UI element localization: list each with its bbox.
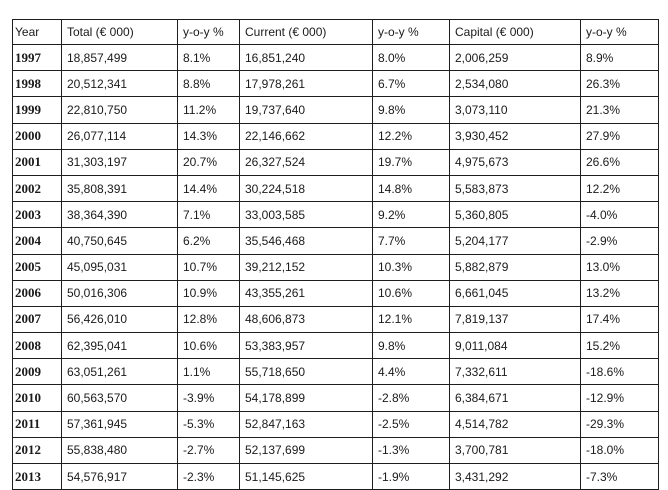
year-cell: 2012 bbox=[13, 437, 62, 463]
total-cell: 45,095,031 bbox=[62, 254, 178, 280]
capital-yoy-cell: 13.2% bbox=[581, 280, 659, 306]
capital-cell: 9,011,084 bbox=[450, 333, 581, 359]
current-yoy-cell: -2.5% bbox=[373, 411, 450, 437]
total-yoy-cell: 7.1% bbox=[178, 202, 240, 228]
capital-yoy-cell: -18.0% bbox=[581, 437, 659, 463]
table-row bbox=[13, 175, 659, 201]
total-cell: 38,364,390 bbox=[62, 202, 178, 228]
current-yoy-cell: 9.8% bbox=[373, 333, 450, 359]
capital-yoy-cell: -2.9% bbox=[581, 228, 659, 254]
total-yoy-cell: 10.7% bbox=[178, 254, 240, 280]
capital-cell: 5,583,873 bbox=[450, 175, 581, 201]
year-cell: 1998 bbox=[13, 71, 62, 97]
capital-cell: 2,534,080 bbox=[450, 71, 581, 97]
total-yoy-cell: 1.1% bbox=[178, 359, 240, 385]
current-cell: 51,145,625 bbox=[240, 464, 373, 490]
table-row bbox=[13, 97, 659, 123]
table-row bbox=[13, 411, 659, 437]
capital-yoy-cell: 21.3% bbox=[581, 97, 659, 123]
table-header bbox=[13, 20, 659, 45]
total-yoy-cell: 11.2% bbox=[178, 97, 240, 123]
current-yoy-cell: 8.0% bbox=[373, 45, 450, 71]
current-cell: 53,383,957 bbox=[240, 333, 373, 359]
capital-cell: 5,204,177 bbox=[450, 228, 581, 254]
capital-yoy-cell: -29.3% bbox=[581, 411, 659, 437]
table-row bbox=[13, 280, 659, 306]
current-cell: 54,178,899 bbox=[240, 385, 373, 411]
current-yoy-cell: 4.4% bbox=[373, 359, 450, 385]
current-cell: 30,224,518 bbox=[240, 175, 373, 201]
total-yoy-cell: 8.1% bbox=[178, 45, 240, 71]
current-yoy-cell: 12.2% bbox=[373, 123, 450, 149]
capital-cell: 4,975,673 bbox=[450, 149, 581, 175]
header-capital: Capital (€ 000) bbox=[450, 20, 581, 45]
total-cell: 20,512,341 bbox=[62, 71, 178, 97]
year-cell: 2006 bbox=[13, 280, 62, 306]
header-year: Year bbox=[13, 20, 62, 45]
header-total-yoy: y-o-y % bbox=[178, 20, 240, 45]
table-row bbox=[13, 437, 659, 463]
current-yoy-cell: 7.7% bbox=[373, 228, 450, 254]
capital-cell: 4,514,782 bbox=[450, 411, 581, 437]
total-cell: 54,576,917 bbox=[62, 464, 178, 490]
year-cell: 1997 bbox=[13, 45, 62, 71]
year-cell: 2008 bbox=[13, 333, 62, 359]
total-yoy-cell: 12.8% bbox=[178, 306, 240, 332]
current-yoy-cell: 10.6% bbox=[373, 280, 450, 306]
table-row bbox=[13, 254, 659, 280]
current-yoy-cell: 10.3% bbox=[373, 254, 450, 280]
year-cell: 2011 bbox=[13, 411, 62, 437]
table-row bbox=[13, 202, 659, 228]
capital-yoy-cell: -7.3% bbox=[581, 464, 659, 490]
total-cell: 57,361,945 bbox=[62, 411, 178, 437]
capital-yoy-cell: -18.6% bbox=[581, 359, 659, 385]
current-cell: 55,718,650 bbox=[240, 359, 373, 385]
header-total: Total (€ 000) bbox=[62, 20, 178, 45]
total-yoy-cell: -2.3% bbox=[178, 464, 240, 490]
current-yoy-cell: 9.2% bbox=[373, 202, 450, 228]
capital-cell: 5,882,879 bbox=[450, 254, 581, 280]
total-yoy-cell: -3.9% bbox=[178, 385, 240, 411]
capital-cell: 5,360,805 bbox=[450, 202, 581, 228]
year-cell: 2009 bbox=[13, 359, 62, 385]
year-cell: 2000 bbox=[13, 123, 62, 149]
total-cell: 40,750,645 bbox=[62, 228, 178, 254]
current-cell: 48,606,873 bbox=[240, 306, 373, 332]
capital-cell: 3,930,452 bbox=[450, 123, 581, 149]
capital-cell: 6,384,671 bbox=[450, 385, 581, 411]
current-cell: 17,978,261 bbox=[240, 71, 373, 97]
total-yoy-cell: 10.9% bbox=[178, 280, 240, 306]
table-row bbox=[13, 385, 659, 411]
header-row bbox=[13, 20, 659, 45]
table-row bbox=[13, 149, 659, 175]
capital-yoy-cell: 12.2% bbox=[581, 175, 659, 201]
year-cell: 2013 bbox=[13, 464, 62, 490]
year-cell: 2004 bbox=[13, 228, 62, 254]
current-cell: 16,851,240 bbox=[240, 45, 373, 71]
table-row bbox=[13, 45, 659, 71]
total-yoy-cell: 6.2% bbox=[178, 228, 240, 254]
current-cell: 22,146,662 bbox=[240, 123, 373, 149]
year-cell: 2002 bbox=[13, 175, 62, 201]
current-yoy-cell: 6.7% bbox=[373, 71, 450, 97]
current-yoy-cell: 19.7% bbox=[373, 149, 450, 175]
table-row bbox=[13, 333, 659, 359]
header-current: Current (€ 000) bbox=[240, 20, 373, 45]
current-cell: 26,327,524 bbox=[240, 149, 373, 175]
total-cell: 55,838,480 bbox=[62, 437, 178, 463]
year-cell: 2003 bbox=[13, 202, 62, 228]
capital-yoy-cell: 27.9% bbox=[581, 123, 659, 149]
table-row bbox=[13, 306, 659, 332]
total-cell: 35,808,391 bbox=[62, 175, 178, 201]
current-yoy-cell: -1.9% bbox=[373, 464, 450, 490]
total-cell: 22,810,750 bbox=[62, 97, 178, 123]
capital-cell: 7,819,137 bbox=[450, 306, 581, 332]
year-cell: 2005 bbox=[13, 254, 62, 280]
table-row bbox=[13, 359, 659, 385]
total-yoy-cell: 14.3% bbox=[178, 123, 240, 149]
year-cell: 2010 bbox=[13, 385, 62, 411]
current-cell: 19,737,640 bbox=[240, 97, 373, 123]
current-cell: 52,847,163 bbox=[240, 411, 373, 437]
table-body bbox=[13, 45, 659, 490]
current-yoy-cell: -1.3% bbox=[373, 437, 450, 463]
expenditure-table-container bbox=[12, 19, 658, 490]
total-cell: 31,303,197 bbox=[62, 149, 178, 175]
total-cell: 18,857,499 bbox=[62, 45, 178, 71]
capital-yoy-cell: 8.9% bbox=[581, 45, 659, 71]
current-yoy-cell: 12.1% bbox=[373, 306, 450, 332]
header-current-yoy: y-o-y % bbox=[373, 20, 450, 45]
total-cell: 56,426,010 bbox=[62, 306, 178, 332]
capital-cell: 3,431,292 bbox=[450, 464, 581, 490]
table-row bbox=[13, 123, 659, 149]
capital-cell: 7,332,611 bbox=[450, 359, 581, 385]
current-yoy-cell: 9.8% bbox=[373, 97, 450, 123]
total-cell: 63,051,261 bbox=[62, 359, 178, 385]
total-yoy-cell: 8.8% bbox=[178, 71, 240, 97]
total-yoy-cell: 14.4% bbox=[178, 175, 240, 201]
current-yoy-cell: 14.8% bbox=[373, 175, 450, 201]
total-cell: 60,563,570 bbox=[62, 385, 178, 411]
total-yoy-cell: -5.3% bbox=[178, 411, 240, 437]
capital-yoy-cell: 15.2% bbox=[581, 333, 659, 359]
total-cell: 62,395,041 bbox=[62, 333, 178, 359]
table-row bbox=[13, 464, 659, 490]
total-cell: 26,077,114 bbox=[62, 123, 178, 149]
capital-cell: 6,661,045 bbox=[450, 280, 581, 306]
expenditure-table bbox=[12, 19, 659, 490]
table-row bbox=[13, 71, 659, 97]
capital-yoy-cell: 26.3% bbox=[581, 71, 659, 97]
capital-yoy-cell: 17.4% bbox=[581, 306, 659, 332]
total-yoy-cell: 20.7% bbox=[178, 149, 240, 175]
header-capital-yoy: y-o-y % bbox=[581, 20, 659, 45]
current-yoy-cell: -2.8% bbox=[373, 385, 450, 411]
capital-yoy-cell: -4.0% bbox=[581, 202, 659, 228]
total-yoy-cell: -2.7% bbox=[178, 437, 240, 463]
table-row bbox=[13, 228, 659, 254]
current-cell: 43,355,261 bbox=[240, 280, 373, 306]
capital-yoy-cell: 26.6% bbox=[581, 149, 659, 175]
capital-yoy-cell: -12.9% bbox=[581, 385, 659, 411]
capital-yoy-cell: 13.0% bbox=[581, 254, 659, 280]
capital-cell: 3,073,110 bbox=[450, 97, 581, 123]
capital-cell: 2,006,259 bbox=[450, 45, 581, 71]
current-cell: 33,003,585 bbox=[240, 202, 373, 228]
total-cell: 50,016,306 bbox=[62, 280, 178, 306]
year-cell: 1999 bbox=[13, 97, 62, 123]
capital-cell: 3,700,781 bbox=[450, 437, 581, 463]
current-cell: 52,137,699 bbox=[240, 437, 373, 463]
current-cell: 35,546,468 bbox=[240, 228, 373, 254]
year-cell: 2007 bbox=[13, 306, 62, 332]
current-cell: 39,212,152 bbox=[240, 254, 373, 280]
year-cell: 2001 bbox=[13, 149, 62, 175]
total-yoy-cell: 10.6% bbox=[178, 333, 240, 359]
